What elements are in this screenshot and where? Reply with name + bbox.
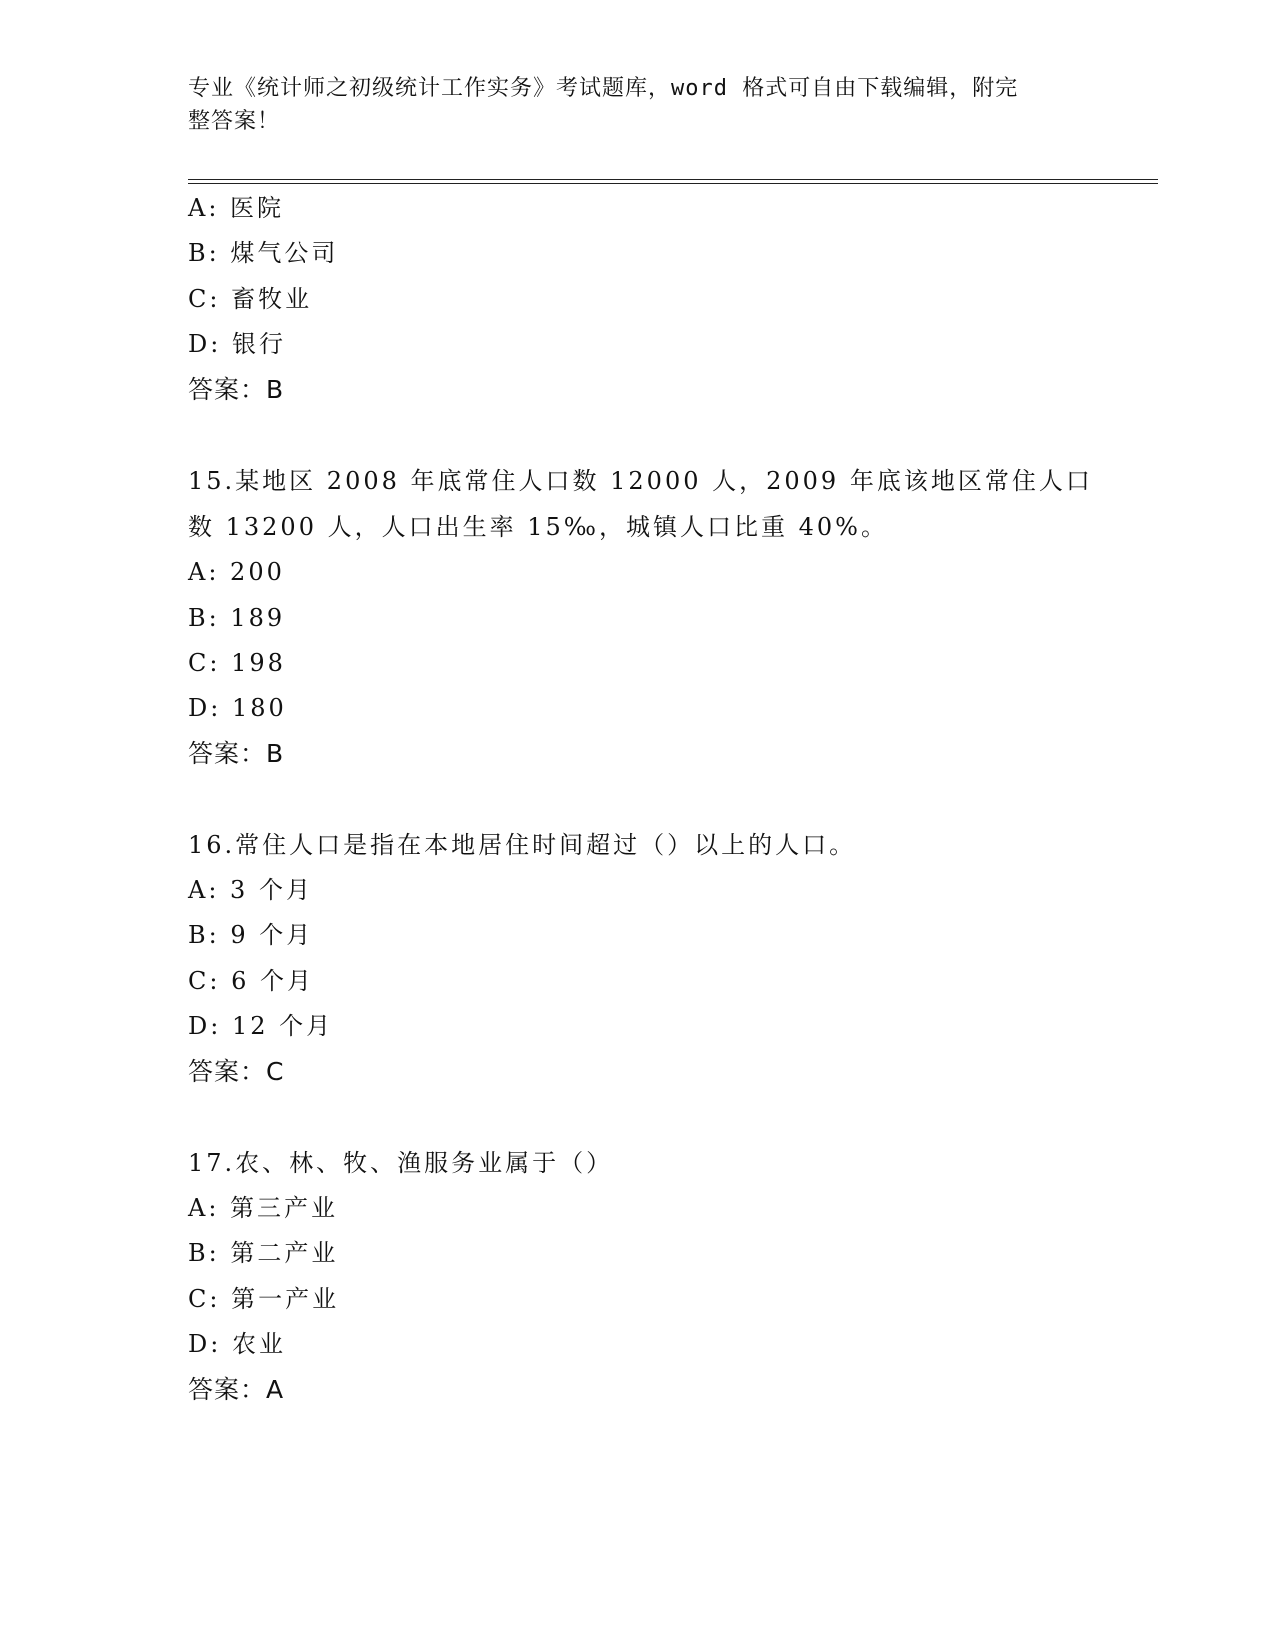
- header-divider-top: [188, 179, 1158, 180]
- q16-option-c: C: 6 个月: [188, 967, 314, 995]
- document-header: [188, 72, 1088, 138]
- header-line-1: 专业《统计师之初级统计工作实务》考试题库，word 格式可自由下载编辑，附完: [188, 76, 1019, 101]
- q15-option-d: D: 180: [188, 694, 287, 722]
- q14-option-b: B: 煤气公司: [188, 239, 339, 267]
- q17-answer: 答案：A: [188, 1375, 285, 1404]
- q15-option-c: C: 198: [188, 649, 286, 677]
- q14-option-d: D: 银行: [188, 330, 286, 358]
- q17-option-c: C: 第一产业: [188, 1285, 340, 1313]
- q15-stem-line-1: 15.某地区 2008 年底常住人口数 12000 人，2009 年底该地区常住人口: [188, 467, 1093, 495]
- header-line-2: 整答案！: [188, 109, 281, 134]
- q17-option-b: B: 第二产业: [188, 1239, 339, 1267]
- q16-option-d: D: 12 个月: [188, 1012, 334, 1040]
- q16-stem: 16.常住人口是指在本地居住时间超过（）以上的人口。: [188, 831, 857, 859]
- q17-option-a: A: 第三产业: [188, 1194, 339, 1222]
- q14-option-a: A: 医院: [188, 194, 285, 222]
- q16-answer: 答案：C: [188, 1057, 285, 1086]
- q15-answer: 答案：B: [188, 739, 285, 768]
- q15-option-b: B: 189: [188, 604, 286, 632]
- q14-answer: 答案：B: [188, 375, 285, 404]
- q15-option-a: A: 200: [188, 558, 285, 586]
- q14-option-c: C: 畜牧业: [188, 285, 313, 313]
- header-divider-bottom: [188, 183, 1158, 184]
- q16-option-a: A: 3 个月: [188, 876, 313, 904]
- q17-option-d: D: 农业: [188, 1330, 286, 1358]
- q15-stem-line-2: 数 13200 人，人口出生率 15‰，城镇人口比重 40%。: [188, 513, 888, 541]
- q17-stem: 17.农、林、牧、渔服务业属于（）: [188, 1149, 614, 1177]
- q16-option-b: B: 9 个月: [188, 921, 314, 949]
